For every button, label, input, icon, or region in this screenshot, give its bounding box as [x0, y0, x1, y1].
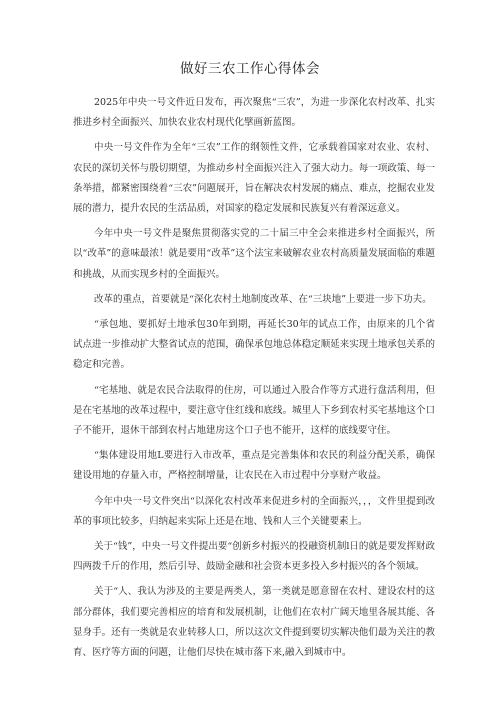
document-title: 做好三农工作心得体会 [180, 61, 320, 77]
paragraph: 关于“钱”，中央一号文件提出要“创新乡村振兴的投融资机制l日的就是要发挥财政四两拨千斤的作用，然后引导、鼓励金融和社会资本更多投入乡村振兴的各个领域。 [73, 541, 435, 573]
paragraph: 关于“人、我认为涉及的主要是两类人，第一类就是愿意留在农村、建设农村的这部分群体，我们要完善相应的培育和发展机制，让他们在农村广阔天地里各展其能、各显身手。还有一类就是农业转移人口，所以这次文件提到要切实解决他们最为关注的教育、医疗等方面的问题，让他们尽快在城市落下来,融入到城市中。 [73, 586, 435, 659]
paragraph: “宅基地、就是农民合法取得的住房，可以通过入股合作等方式进行盘活利用，但是在宅基地的改革过程中，要注意守住红线和底线。城里人下乡到农村买宅基地这个口子不能开，退休干部到农村占地建房这个口子也不能开，这样的底线要守住。 [73, 384, 435, 437]
paragraph: 中央一号文件作为全年“三农”工作的纲领性文件，它承载着国家对农业、农村、农民的深切关怀与殷切期望，为推动乡村全面振兴注入了强大动力。每一项政策、每一条举措，都紧密围绕着“三农”问题展开，旨在解决农村发展的痛点、难点，挖掘农业发展的潜力，提升农民的生活品质，对国家的稳定发展和民族复兴有着深远意义。 [73, 142, 435, 215]
paragraph: 今年中央一号文件突出“以深化农村改革来促进乡村的全面振兴，，，文件里提到改革的事项比较多，归纳起来实际上还是在地、钱和人三个关键要素上。 [73, 495, 435, 527]
paragraph: 改革的重点，首要就是“深化农村土地制度改革、在“三块地”上要进一步下功夫。 [94, 293, 432, 305]
paragraph: 2025年中央一号文件近日发布，再次聚焦“三农”，为进一步深化农村改革、扎实推进乡村全面振兴、加快农业农村现代化擘画新蓝图。 [73, 97, 435, 129]
paragraph: “集体建设用地L要进行入市改革，重点是完善集体和农民的利益分配关系，确保建设用地的存量入市，严格控制增量，让农民在入市过程中分享财产收益。 [73, 450, 435, 482]
paragraph: “承包地、要抓好土地承包30年到期，再延长30年的试点工作，由原来的几个省试点进一步推动扩大整省试点的范围，确保承包地总体稳定顺延来实现土地承包关系的稳定和完善。 [73, 319, 435, 371]
document-body [73, 93, 435, 668]
paragraph: 今年中央一号文件是聚焦贯彻落实党的二十届三中全会来推进乡村全面振兴，所以“改革”的意味最浓！就是要用“改革”这个法宝来破解农业农村高质量发展面临的难题和挑战，从而实现乡村的全面振兴。 [73, 228, 435, 280]
